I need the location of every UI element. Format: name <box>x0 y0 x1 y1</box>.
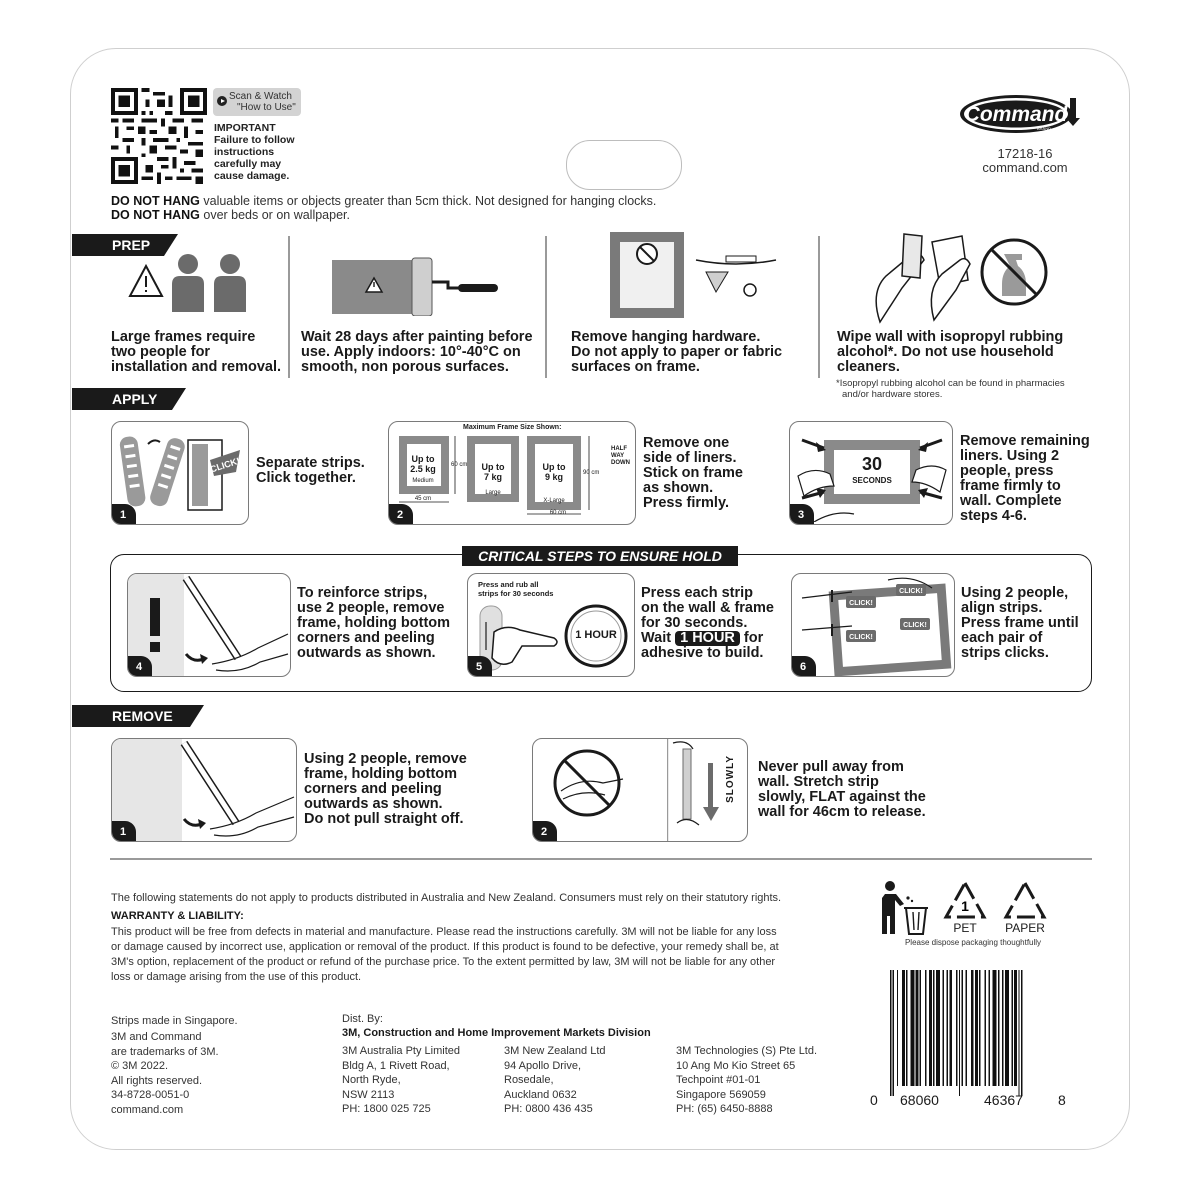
text-line: align strips. <box>961 600 1043 616</box>
barcode-digits-1: 68060 <box>900 1092 939 1108</box>
do-not-hang-line-1 <box>111 194 656 208</box>
wait-line <box>641 631 774 646</box>
do-not-hang-label: DO NOT HANG <box>111 194 200 208</box>
address-line: 3M Australia Pty Limited <box>342 1045 460 1057</box>
text-line: smooth, non porous surfaces. <box>301 359 509 375</box>
play-icon <box>217 96 227 106</box>
prep-text-4 <box>837 330 1063 375</box>
barcode-bar <box>966 970 967 1086</box>
apply-step-3-illustration <box>789 421 953 525</box>
text-line: Never pull away from <box>758 759 904 775</box>
statutory-statement: The following statements do not apply to products distributed in Australia and New Zealand. Consumers must rely on their statutory rights. <box>111 892 782 904</box>
website: command.com <box>982 160 1068 175</box>
text-line: Press frame until <box>961 615 1079 631</box>
size-medium <box>407 454 439 474</box>
text-line: installation and removal. <box>111 359 282 375</box>
important-line: instructions <box>214 146 275 158</box>
barcode-bar <box>993 970 997 1086</box>
text-line: on the wall & frame <box>641 600 774 616</box>
divider <box>288 236 290 378</box>
two-people-icon <box>128 252 268 316</box>
text-line: people, press <box>960 463 1054 479</box>
apply-step-1-illustration <box>111 421 249 525</box>
important-line: carefully may <box>214 158 282 170</box>
hour-label: 1 HOUR <box>575 629 617 641</box>
text-line: Do not apply to paper or fabric <box>571 344 783 360</box>
wipe-wall-icon <box>862 232 1058 324</box>
barcode-left-digit: 0 <box>870 1092 878 1108</box>
address-line: Bldg A, 1 Rivett Road, <box>342 1059 450 1072</box>
address-line: NSW 2113 <box>342 1088 395 1101</box>
wait-text: Wait <box>641 630 676 646</box>
warranty-line: This product will be free from defects in material and manufacture. Please read the instructions carefully. 3M will not be liable for any loss <box>111 926 777 938</box>
slowly-label: SLOWLY <box>725 755 736 803</box>
size-line: Up to <box>481 462 505 472</box>
scan-watch-button[interactable] <box>213 88 301 116</box>
address-line: PH: (65) 6450-8888 <box>676 1103 773 1115</box>
prep-banner: PREP <box>72 234 164 256</box>
important-line: Failure to follow <box>214 134 295 146</box>
apply-step-2-illustration <box>388 421 636 525</box>
footnote-line: and/or hardware stores. <box>842 389 943 400</box>
recycle-pet-icon <box>942 880 988 922</box>
text-line: for 30 seconds. <box>641 615 748 631</box>
align-strips-icon <box>792 574 955 677</box>
seconds-number: 30 <box>861 454 883 474</box>
step-number: 4 <box>127 656 152 677</box>
text-line: Wait 28 days after painting before <box>301 329 533 345</box>
important-line: cause damage. <box>214 170 290 182</box>
half-line: DOWN <box>611 460 630 466</box>
barcode-bar <box>906 970 907 1086</box>
scan-label-2: "How to Use" <box>237 102 296 113</box>
barcode-bar <box>956 970 957 1086</box>
warranty-line: or damage caused by incorrect use, application or removal of the product. If this product is found to be defective, your remedy shall be, at <box>111 941 779 953</box>
barcode-bar <box>989 970 990 1086</box>
note-line: strips for 30 seconds <box>478 589 554 598</box>
divider <box>818 236 820 378</box>
step-number: 1 <box>111 821 136 842</box>
critical-step-5-illustration <box>467 573 635 677</box>
dist-by: Dist. By: <box>342 1013 383 1025</box>
step-number: 3 <box>789 504 814 525</box>
click-label: CLICK! <box>903 622 927 629</box>
size-line: 9 kg <box>544 472 563 482</box>
size-line: Up to <box>411 454 435 464</box>
text-line: use. Apply indoors: 10°-40°C on <box>301 344 521 360</box>
text-line: steps 4-6. <box>960 508 1027 524</box>
barcode-digits-2: 46367 <box>984 1092 1023 1108</box>
do-not-hang-line-2 <box>111 208 350 222</box>
size-width: 60 cm <box>549 510 567 516</box>
text-line: wall. Stretch strip <box>758 774 879 790</box>
address-line: 3M New Zealand Ltd <box>504 1045 606 1057</box>
barcode-bar <box>985 970 986 1086</box>
critical-step-6-illustration <box>791 573 955 677</box>
click-label: CLICK! <box>849 634 873 641</box>
text-line: side of liners. <box>643 450 737 466</box>
peel-off-icon <box>112 739 297 842</box>
text-line: cleaners. <box>837 359 900 375</box>
size-line: 2.5 kg <box>410 464 436 474</box>
critical-step-4-illustration <box>127 573 291 677</box>
text-line: frame, holding bottom <box>304 766 458 782</box>
text-line: each pair of <box>961 630 1043 646</box>
warranty-title: WARRANTY & LIABILITY: <box>111 910 244 922</box>
remove-step-1-illustration <box>111 738 297 842</box>
size-line: Up to <box>542 462 566 472</box>
division: 3M, Construction and Home Improvement Markets Division <box>342 1027 651 1039</box>
recycle-pet-label: PET <box>953 921 977 935</box>
address-sg <box>676 1044 817 1117</box>
qr-code-icon[interactable] <box>111 88 207 184</box>
step-number: 6 <box>791 656 816 677</box>
text-line: slowly, FLAT against the <box>758 789 926 805</box>
size-height: 90 cm <box>583 470 600 476</box>
size-large <box>475 462 511 482</box>
brand-name: Command <box>964 103 1068 126</box>
text-line: corners and peeling <box>297 630 435 646</box>
text-line: Do not pull straight off. <box>304 811 464 827</box>
text-line: wall. Complete <box>960 493 1062 509</box>
barcode-bar <box>1005 970 1009 1086</box>
remove-step-2-text <box>758 760 926 820</box>
click-label: CLICK! <box>208 455 242 475</box>
warranty-line: 3M's option, replacement of the product or refund of the purchase price. To the extent permitted by law, 3M will not be liable for any other <box>111 956 776 968</box>
size-height: 60 cm <box>451 462 468 468</box>
size-width: 45 cm <box>414 496 432 502</box>
address-line: Auckland 0632 <box>504 1088 577 1101</box>
barcode-bar <box>916 970 919 1086</box>
barcode-bar <box>975 970 978 1086</box>
barcode-icon <box>888 970 1060 1096</box>
alcohol-footnote <box>836 378 1065 400</box>
max-size-label: Maximum Frame Size Shown: <box>463 424 562 431</box>
text-line: surfaces on frame. <box>571 359 700 375</box>
address-line: Singapore 569059 <box>676 1088 766 1101</box>
text-line: Remove hanging hardware. <box>571 329 761 345</box>
critical-step-5-text <box>641 586 774 661</box>
click-label: CLICK! <box>849 600 873 607</box>
divider <box>545 236 547 378</box>
size-name: X-Large <box>543 498 565 504</box>
step-number: 5 <box>467 656 492 677</box>
size-name: Large <box>485 490 501 496</box>
step-number: 1 <box>111 504 136 525</box>
size-line: 7 kg <box>483 472 502 482</box>
text-line: frame firmly to <box>960 478 1061 494</box>
brand-sub: BRAND <box>1036 126 1052 131</box>
address-line: PH: 0800 436 435 <box>504 1103 593 1115</box>
critical-step-6-text <box>961 586 1079 661</box>
text-line: liners. Using 2 <box>960 448 1060 464</box>
size-xlarge <box>535 462 573 482</box>
barcode-bar <box>933 970 934 1086</box>
barcode-bar <box>943 970 944 1086</box>
barcode-bar <box>979 970 980 1086</box>
barcode-bar <box>890 970 891 1096</box>
half-line: HALF <box>611 446 627 452</box>
recycle-number: 1 <box>961 898 969 914</box>
important-title: IMPORTANT <box>214 122 276 134</box>
barcode-bar <box>925 970 926 1086</box>
size-name: Medium <box>412 478 434 484</box>
barcode-bar <box>897 970 898 1086</box>
apply-step-1-text <box>256 456 365 486</box>
footnote-line: *Isopropyl rubbing alcohol can be found in pharmacies <box>836 378 1065 389</box>
text-line: Press each strip <box>641 585 754 601</box>
apply-banner: APPLY <box>72 388 172 410</box>
text-line: as shown. <box>643 480 714 496</box>
trademark-line: All rights reserved. <box>111 1074 203 1087</box>
remove-banner: REMOVE <box>72 705 190 727</box>
barcode-bar <box>1012 970 1013 1086</box>
important-warning <box>214 122 295 182</box>
warranty-line: loss or damage arising from the use of this product. <box>111 971 362 983</box>
remove-hardware-icon <box>608 232 784 320</box>
text-line: Stick on frame <box>643 465 743 481</box>
text-line: adhesive to build. <box>641 645 764 661</box>
strips-click-icon <box>118 428 244 520</box>
text-line: Wipe wall with isopropyl rubbing <box>837 329 1064 345</box>
critical-steps-title: CRITICAL STEPS TO ENSURE HOLD <box>462 546 738 566</box>
barcode-bar <box>1014 970 1017 1086</box>
text-line: outwards as shown. <box>297 645 436 661</box>
trademark-block <box>111 1030 219 1117</box>
recycle-paper-label: PAPER <box>1005 921 1045 935</box>
barcode-bar <box>1021 970 1022 1096</box>
text-line: Using 2 people, remove <box>304 751 467 767</box>
click-label: CLICK! <box>899 588 923 595</box>
text-line: corners and peeling <box>304 781 442 797</box>
barcode-bar <box>949 970 952 1086</box>
command-logo-icon <box>958 92 1084 136</box>
address-line: 3M Technologies (S) Pte Ltd. <box>676 1045 818 1057</box>
apply-step-3-text <box>960 434 1090 524</box>
note-line: Press and rub all <box>478 580 539 589</box>
half-way-down <box>611 446 630 467</box>
trademark-line: 3M and Command <box>111 1031 202 1043</box>
text-line: frame, holding bottom <box>297 615 451 631</box>
address-line: North Ryde, <box>342 1074 401 1086</box>
barcode-bar <box>998 970 999 1086</box>
recycle-paper-icon <box>1002 880 1048 922</box>
remove-step-2-illustration <box>532 738 748 842</box>
barcode-bar <box>920 970 921 1086</box>
text-line: Separate strips. <box>256 455 365 471</box>
step-number: 2 <box>532 821 557 842</box>
hour-pill: 1 HOUR <box>675 631 740 646</box>
warranty-text <box>111 925 779 985</box>
text-line: Click together. <box>256 470 356 486</box>
apply-step-2-text <box>643 436 743 511</box>
text-line: use 2 people, remove <box>297 600 445 616</box>
paint-roller-icon <box>330 252 502 316</box>
text-line: strips clicks. <box>961 645 1049 661</box>
barcode-bar <box>959 970 960 1096</box>
address-line: Techpoint #01-01 <box>676 1074 761 1086</box>
text-line: To reinforce strips, <box>297 585 428 601</box>
barcode-bar <box>936 970 940 1086</box>
step-number: 2 <box>388 504 413 525</box>
barcode-bar <box>1002 970 1003 1086</box>
wait-text: for <box>739 630 764 646</box>
address-line: Rosedale, <box>504 1074 554 1086</box>
trademark-line: command.com <box>111 1103 184 1116</box>
do-not-hang-label: DO NOT HANG <box>111 208 200 222</box>
barcode-bar <box>929 970 932 1086</box>
barcode-bar <box>971 970 974 1086</box>
address-line: 94 Apollo Drive, <box>504 1059 582 1072</box>
prep-text-1 <box>111 330 281 375</box>
frame-sizes-icon <box>393 434 633 520</box>
address-nz <box>504 1044 606 1117</box>
text-line: outwards as shown. <box>304 796 443 812</box>
dispose-bin-icon <box>880 880 930 936</box>
sku-number: 17218-16 <box>997 146 1053 161</box>
trademark-line: 34-8728-0051-0 <box>111 1089 190 1101</box>
scan-label-1: Scan & Watch <box>229 91 292 102</box>
address-line: PH: 1800 025 725 <box>342 1103 431 1115</box>
dispose-note: Please dispose packaging thoughtfully <box>904 938 1042 947</box>
text-line: Large frames require <box>111 329 256 345</box>
barcode-bar <box>1018 970 1019 1096</box>
do-not-hang-text: valuable items or objects greater than 5cm thick. Not designed for hanging clocks. <box>199 194 657 208</box>
text-line: two people for <box>111 344 211 360</box>
stretch-release-icon <box>533 739 748 842</box>
barcode-bar <box>893 970 894 1096</box>
peel-strip-icon <box>128 574 291 677</box>
critical-step-4-text <box>297 586 450 661</box>
text-line: Remove remaining <box>960 433 1090 449</box>
barcode-bar <box>902 970 905 1086</box>
address-au <box>342 1044 460 1117</box>
trademark-line: are trademarks of 3M. <box>111 1045 219 1058</box>
address-line: 10 Ang Mo Kio Street 65 <box>676 1059 796 1072</box>
barcode-bar <box>947 970 948 1086</box>
barcode-right-digit: 8 <box>1058 1092 1066 1108</box>
text-line: Using 2 people, <box>961 585 1069 601</box>
trademark-line: © 3M 2022. <box>111 1060 169 1072</box>
text-line: wall for 46cm to release. <box>758 804 926 820</box>
text-line: Press firmly. <box>643 495 729 511</box>
remove-step-1-text <box>304 752 467 827</box>
seconds-label: SECONDS <box>852 476 892 485</box>
hang-hole <box>566 140 682 190</box>
made-in: Strips made in Singapore. <box>111 1015 238 1027</box>
barcode-bar <box>910 970 914 1086</box>
press-rub-note <box>478 580 553 598</box>
barcode-bar <box>962 970 963 1086</box>
prep-text-2 <box>301 330 533 375</box>
do-not-hang-text: over beds or on wallpaper. <box>199 208 350 222</box>
text-line: alcohol*. Do not use household <box>837 344 1054 360</box>
prep-text-3 <box>571 330 782 375</box>
half-line: WAY <box>611 453 625 459</box>
section-divider <box>110 858 1092 860</box>
text-line: Remove one <box>643 435 730 451</box>
